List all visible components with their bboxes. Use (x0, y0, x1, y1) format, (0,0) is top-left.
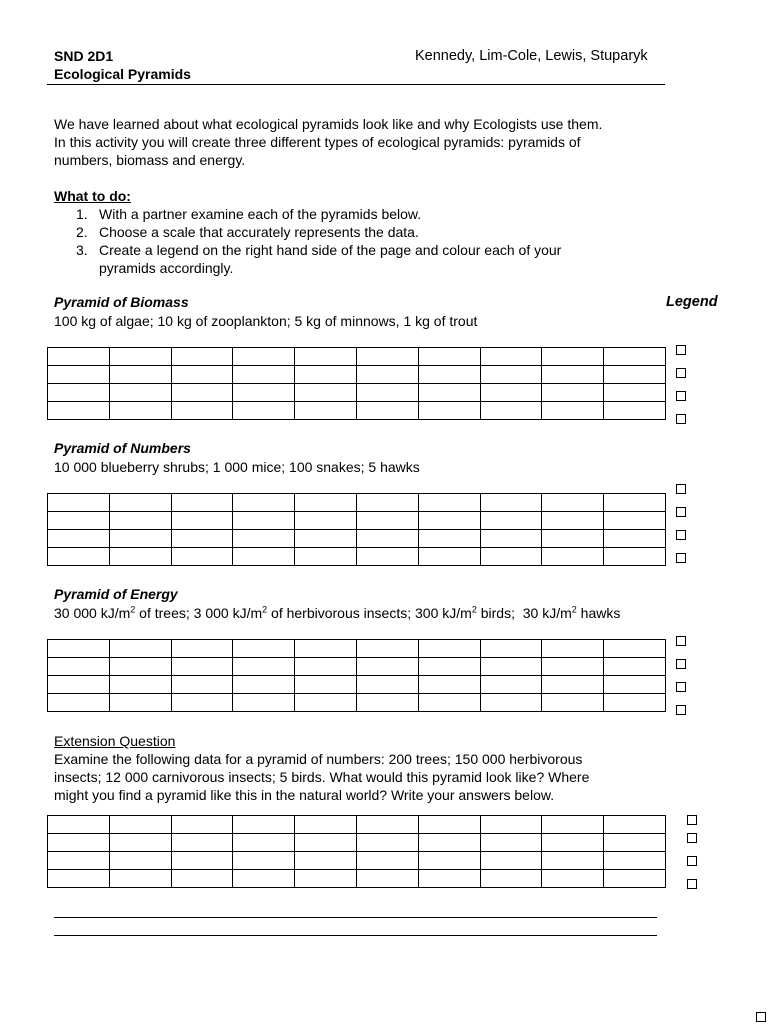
grid-cell[interactable] (418, 512, 480, 530)
grid-row (48, 676, 666, 694)
grid-row (48, 852, 666, 870)
grid-row (48, 494, 666, 512)
grid-cell[interactable] (356, 384, 418, 402)
answer-line[interactable] (54, 935, 657, 936)
grid-cell[interactable] (480, 548, 542, 566)
grid-cell[interactable] (171, 658, 233, 676)
grid-cell[interactable] (48, 384, 110, 402)
grid-cell[interactable] (356, 348, 418, 366)
biomass-data: 100 kg of algae; 10 kg of zooplankton; 5 kg of minnows, 1 kg of trout (54, 313, 478, 329)
grid-cell[interactable] (233, 494, 295, 512)
grid-cell[interactable] (356, 402, 418, 420)
grid-cell[interactable] (356, 640, 418, 658)
grid-cell[interactable] (604, 530, 666, 548)
grid-row (48, 530, 666, 548)
grid-cell[interactable] (48, 676, 110, 694)
grid-row (48, 694, 666, 712)
intro-line-2: In this activity you will create three different types of ecological pyramids: pyramids of (54, 134, 581, 150)
grid-cell[interactable] (542, 834, 604, 852)
grid-cell[interactable] (109, 658, 171, 676)
intro-line-3: numbers, biomass and energy. (54, 152, 246, 168)
grid-cell[interactable] (171, 870, 233, 888)
grid-cell[interactable] (233, 548, 295, 566)
extension-legend-checkbox[interactable] (687, 879, 697, 889)
energy-segment: 30 000 kJ/m (54, 605, 131, 621)
energy-legend-checkbox[interactable] (676, 636, 686, 646)
step-2-number: 2. (76, 224, 88, 240)
biomass-legend-checkbox[interactable] (676, 368, 686, 378)
grid-cell[interactable] (295, 530, 357, 548)
numbers-title: Pyramid of Numbers (54, 440, 191, 456)
extension-line-1: Examine the following data for a pyramid of numbers: 200 trees; 150 000 herbivorous (54, 751, 583, 767)
grid-cell[interactable] (418, 384, 480, 402)
energy-legend-checkbox[interactable] (676, 705, 686, 715)
grid-cell[interactable] (604, 494, 666, 512)
numbers-legend-checkbox[interactable] (676, 484, 686, 494)
grid-row (48, 402, 666, 420)
grid-cell[interactable] (233, 834, 295, 852)
grid-cell[interactable] (171, 816, 233, 834)
energy-segment: of herbivorous insects; (267, 605, 415, 621)
grid-cell[interactable] (604, 384, 666, 402)
energy-legend-checkbox[interactable] (676, 682, 686, 692)
grid-cell[interactable] (356, 658, 418, 676)
biomass-legend-checkbox[interactable] (676, 345, 686, 355)
grid-cell[interactable] (542, 384, 604, 402)
grid-cell[interactable] (295, 816, 357, 834)
grid-cell[interactable] (48, 402, 110, 420)
grid-cell[interactable] (233, 348, 295, 366)
grid-cell[interactable] (604, 402, 666, 420)
energy-segment: of trees; (135, 605, 194, 621)
grid-cell[interactable] (480, 658, 542, 676)
grid-cell[interactable] (604, 640, 666, 658)
grid-cell[interactable] (233, 384, 295, 402)
extension-line-2: insects; 12 000 carnivorous insects; 5 birds. What would this pyramid look like? Where (54, 769, 590, 785)
grid-cell[interactable] (480, 348, 542, 366)
energy-unit-exponent: 2 (571, 604, 577, 615)
grid-row (48, 640, 666, 658)
grid-cell[interactable] (604, 816, 666, 834)
grid-cell[interactable] (542, 348, 604, 366)
numbers-grid[interactable] (47, 493, 666, 566)
extension-line-3: might you find a pyramid like this in the natural world? Write your answers below. (54, 787, 555, 803)
grid-cell[interactable] (48, 640, 110, 658)
grid-cell[interactable] (604, 366, 666, 384)
grid-cell[interactable] (109, 816, 171, 834)
grid-cell[interactable] (295, 694, 357, 712)
biomass-legend-checkbox[interactable] (676, 391, 686, 401)
grid-cell[interactable] (48, 658, 110, 676)
intro-line-1: We have learned about what ecological pyramids look like and why Ecologists use them. (54, 116, 603, 132)
grid-cell[interactable] (295, 834, 357, 852)
grid-cell[interactable] (233, 658, 295, 676)
grid-cell[interactable] (48, 494, 110, 512)
extension-grid[interactable] (47, 815, 666, 888)
grid-cell[interactable] (171, 530, 233, 548)
course-code: SND 2D1 (54, 48, 114, 64)
grid-row (48, 548, 666, 566)
energy-unit-exponent: 2 (262, 604, 268, 615)
grid-cell[interactable] (109, 640, 171, 658)
grid-cell[interactable] (480, 402, 542, 420)
grid-cell[interactable] (418, 402, 480, 420)
grid-cell[interactable] (418, 658, 480, 676)
grid-cell[interactable] (48, 694, 110, 712)
grid-cell[interactable] (418, 852, 480, 870)
authors: Kennedy, Lim-Cole, Lewis, Stuparyk (415, 48, 648, 64)
grid-cell[interactable] (233, 676, 295, 694)
grid-cell[interactable] (171, 548, 233, 566)
step-2: Choose a scale that accurately represents the data. (99, 224, 419, 240)
grid-cell[interactable] (542, 816, 604, 834)
grid-cell[interactable] (295, 658, 357, 676)
grid-cell[interactable] (295, 640, 357, 658)
grid-cell[interactable] (171, 512, 233, 530)
grid-row (48, 366, 666, 384)
grid-cell[interactable] (542, 512, 604, 530)
grid-cell[interactable] (48, 512, 110, 530)
grid-cell[interactable] (295, 512, 357, 530)
grid-cell[interactable] (233, 852, 295, 870)
header-rule (47, 84, 665, 85)
grid-cell[interactable] (233, 640, 295, 658)
grid-cell[interactable] (542, 530, 604, 548)
grid-cell[interactable] (233, 870, 295, 888)
grid-cell[interactable] (109, 852, 171, 870)
grid-cell[interactable] (418, 870, 480, 888)
grid-cell[interactable] (233, 512, 295, 530)
grid-cell[interactable] (295, 366, 357, 384)
grid-cell[interactable] (480, 834, 542, 852)
grid-cell[interactable] (418, 816, 480, 834)
grid-cell[interactable] (171, 366, 233, 384)
grid-cell[interactable] (480, 676, 542, 694)
grid-cell[interactable] (48, 548, 110, 566)
grid-cell[interactable] (542, 494, 604, 512)
energy-segment: 30 kJ/m (522, 605, 572, 621)
extension-legend-checkbox[interactable] (687, 856, 697, 866)
grid-cell[interactable] (295, 676, 357, 694)
grid-cell[interactable] (418, 548, 480, 566)
grid-cell[interactable] (171, 852, 233, 870)
grid-cell[interactable] (480, 852, 542, 870)
grid-cell[interactable] (233, 366, 295, 384)
grid-cell[interactable] (418, 676, 480, 694)
grid-cell[interactable] (418, 494, 480, 512)
grid-row (48, 384, 666, 402)
grid-cell[interactable] (480, 694, 542, 712)
grid-cell[interactable] (542, 402, 604, 420)
grid-row (48, 348, 666, 366)
grid-cell[interactable] (542, 870, 604, 888)
grid-cell[interactable] (48, 530, 110, 548)
grid-cell[interactable] (604, 658, 666, 676)
grid-cell[interactable] (418, 640, 480, 658)
grid-cell[interactable] (109, 548, 171, 566)
energy-legend-checkbox[interactable] (676, 659, 686, 669)
grid-row (48, 870, 666, 888)
grid-row (48, 834, 666, 852)
grid-cell[interactable] (480, 816, 542, 834)
grid-cell[interactable] (356, 694, 418, 712)
grid-cell[interactable] (171, 640, 233, 658)
grid-cell[interactable] (171, 384, 233, 402)
grid-cell[interactable] (171, 348, 233, 366)
grid-cell[interactable] (604, 676, 666, 694)
grid-cell[interactable] (233, 530, 295, 548)
grid-cell[interactable] (542, 694, 604, 712)
grid-cell[interactable] (356, 530, 418, 548)
grid-row (48, 512, 666, 530)
extension-heading: Extension Question (54, 733, 176, 749)
grid-cell[interactable] (418, 530, 480, 548)
grid-cell[interactable] (356, 366, 418, 384)
grid-cell[interactable] (48, 834, 110, 852)
answer-line[interactable] (54, 917, 657, 918)
grid-cell[interactable] (542, 366, 604, 384)
step-3: Create a legend on the right hand side of the page and colour each of your pyramids accordingly. (99, 242, 562, 276)
grid-cell[interactable] (295, 348, 357, 366)
grid-cell[interactable] (295, 494, 357, 512)
grid-cell[interactable] (295, 384, 357, 402)
grid-cell[interactable] (171, 402, 233, 420)
step-1: With a partner examine each of the pyramids below. (99, 206, 422, 222)
grid-cell[interactable] (356, 870, 418, 888)
grid-cell[interactable] (480, 494, 542, 512)
biomass-legend-checkbox[interactable] (676, 414, 686, 424)
energy-grid[interactable] (47, 639, 666, 712)
grid-cell[interactable] (604, 512, 666, 530)
grid-cell[interactable] (480, 366, 542, 384)
grid-cell[interactable] (109, 348, 171, 366)
grid-row (48, 816, 666, 834)
page-title: Ecological Pyramids (54, 66, 191, 82)
grid-row (48, 658, 666, 676)
numbers-data: 10 000 blueberry shrubs; 1 000 mice; 100 snakes; 5 hawks (54, 459, 420, 475)
grid-cell[interactable] (542, 640, 604, 658)
grid-cell[interactable] (542, 658, 604, 676)
grid-cell[interactable] (171, 494, 233, 512)
grid-cell[interactable] (233, 816, 295, 834)
grid-cell[interactable] (48, 852, 110, 870)
biomass-title: Pyramid of Biomass (54, 294, 189, 310)
grid-cell[interactable] (48, 816, 110, 834)
grid-cell[interactable] (604, 694, 666, 712)
grid-cell[interactable] (356, 852, 418, 870)
grid-cell[interactable] (48, 348, 110, 366)
energy-segment: hawks (576, 605, 621, 621)
grid-cell[interactable] (480, 870, 542, 888)
grid-cell[interactable] (356, 512, 418, 530)
grid-cell[interactable] (356, 834, 418, 852)
grid-cell[interactable] (295, 852, 357, 870)
grid-cell[interactable] (480, 640, 542, 658)
grid-cell[interactable] (233, 694, 295, 712)
grid-cell[interactable] (48, 870, 110, 888)
grid-cell[interactable] (604, 852, 666, 870)
grid-cell[interactable] (295, 870, 357, 888)
energy-segment: 300 kJ/m (415, 605, 472, 621)
grid-cell[interactable] (109, 366, 171, 384)
grid-cell[interactable] (109, 512, 171, 530)
grid-cell[interactable] (295, 548, 357, 566)
grid-cell[interactable] (418, 348, 480, 366)
instructions-heading: What to do: (54, 188, 131, 204)
grid-cell[interactable] (109, 694, 171, 712)
numbers-legend-checkbox[interactable] (676, 530, 686, 540)
numbers-legend-checkbox[interactable] (676, 507, 686, 517)
grid-cell[interactable] (233, 402, 295, 420)
energy-unit-exponent: 2 (471, 604, 477, 615)
grid-cell[interactable] (356, 816, 418, 834)
step-1-number: 1. (76, 206, 88, 222)
grid-cell[interactable] (109, 870, 171, 888)
grid-cell[interactable] (295, 402, 357, 420)
grid-cell[interactable] (418, 834, 480, 852)
grid-cell[interactable] (171, 676, 233, 694)
energy-title: Pyramid of Energy (54, 586, 178, 602)
energy-data (54, 604, 620, 622)
grid-cell[interactable] (109, 676, 171, 694)
grid-cell[interactable] (171, 694, 233, 712)
grid-cell[interactable] (542, 852, 604, 870)
grid-cell[interactable] (604, 834, 666, 852)
grid-cell[interactable] (418, 366, 480, 384)
grid-cell[interactable] (109, 494, 171, 512)
energy-unit-exponent: 2 (130, 604, 136, 615)
extension-legend-checkbox[interactable] (687, 815, 697, 825)
step-3-number: 3. (76, 242, 88, 258)
grid-cell[interactable] (356, 676, 418, 694)
biomass-grid[interactable] (47, 347, 666, 420)
energy-segment: 3 000 kJ/m (193, 605, 263, 621)
extension-legend-checkbox[interactable] (687, 833, 697, 843)
grid-cell[interactable] (542, 548, 604, 566)
grid-cell[interactable] (480, 384, 542, 402)
legend-label: Legend (666, 294, 718, 310)
grid-cell[interactable] (109, 530, 171, 548)
grid-cell[interactable] (542, 676, 604, 694)
grid-cell[interactable] (109, 402, 171, 420)
grid-cell[interactable] (480, 530, 542, 548)
numbers-legend-checkbox[interactable] (676, 553, 686, 563)
grid-cell[interactable] (480, 512, 542, 530)
grid-cell[interactable] (48, 366, 110, 384)
grid-cell[interactable] (604, 348, 666, 366)
grid-cell[interactable] (109, 384, 171, 402)
grid-cell[interactable] (604, 548, 666, 566)
grid-cell[interactable] (356, 548, 418, 566)
grid-cell[interactable] (109, 834, 171, 852)
grid-cell[interactable] (356, 494, 418, 512)
energy-segment: birds; (476, 605, 523, 621)
stray-checkbox[interactable] (756, 1012, 766, 1022)
grid-cell[interactable] (418, 694, 480, 712)
grid-cell[interactable] (604, 870, 666, 888)
grid-cell[interactable] (171, 834, 233, 852)
